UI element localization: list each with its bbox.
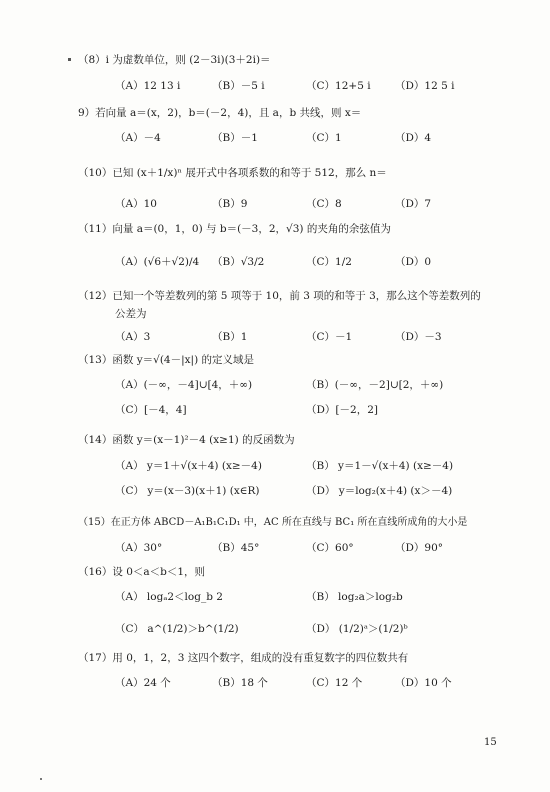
question-14-stem: （14）函数 y＝(x－1)²－4 (x≥1) 的反函数为	[78, 434, 295, 446]
question-15-stem: （15）在正方体 ABCD－A₁B₁C₁D₁ 中，AC 所在直线与 BC₁ 所在直线所成角的大小是	[78, 517, 468, 528]
q12-option-c: （C）－1	[306, 331, 353, 343]
q16-option-a: （A） logₐ2＜log_b 2	[115, 591, 223, 603]
q11-option-b: （B）√3/2	[212, 256, 265, 268]
q13-option-d: （D）[－2，2]	[306, 404, 378, 416]
q8-option-a: （A）12 13 i	[115, 80, 181, 92]
q15-option-c: （C）60°	[306, 542, 354, 554]
q16-option-c: （C） a^(1/2)＞b^(1/2)	[115, 623, 239, 635]
q14-option-d: （D） y＝log₂(x＋4) (x＞－4)	[306, 485, 453, 497]
q10-option-c: （C）8	[306, 198, 342, 210]
margin-mark	[68, 58, 71, 61]
question-12-stem: （12）已知一个等差数列的第 5 项等于 10，前 3 项的和等于 3，那么这个等差数列的	[78, 290, 481, 302]
scan-speck	[40, 778, 42, 780]
q15-option-a: （A）30°	[115, 542, 163, 554]
q9-option-a: （A）－4	[115, 132, 161, 144]
q17-option-d: （D）10 个	[395, 677, 452, 689]
question-11-stem: （11）向量 a＝(0，1，0) 与 b＝(－3，2，√3) 的夹角的余弦值为	[78, 223, 391, 235]
q14-option-b: （B） y＝1－√(x＋4) (x≥－4)	[306, 460, 454, 472]
q15-option-d: （D）90°	[395, 542, 444, 554]
q13-option-a: （A）(－∞，－4]∪[4，＋∞)	[115, 379, 253, 391]
q9-option-b: （B）－1	[212, 132, 258, 144]
q14-option-a: （A） y＝1＋√(x＋4) (x≥－4)	[115, 460, 262, 472]
q17-option-a: （A）24 个	[115, 677, 171, 689]
q15-option-b: （B）45°	[212, 542, 260, 554]
q12-option-a: （A）3	[115, 331, 151, 343]
q11-option-d: （D）0	[395, 256, 432, 268]
q9-option-c: （C）1	[306, 132, 342, 144]
q8-option-c: （C）12+5 i	[306, 80, 371, 92]
question-16-stem: （16）设 0＜a＜b＜1，则	[78, 566, 206, 578]
q10-option-b: （B）9	[212, 198, 248, 210]
q10-option-a: （A）10	[115, 198, 157, 210]
question-8-stem: （8）i 为虚数单位，则 (2－3i)(3＋2i)＝	[78, 54, 271, 66]
page-number: 15	[484, 737, 497, 748]
q9-option-d: （D）4	[395, 132, 432, 144]
q8-option-d: （D）12 5 i	[395, 80, 455, 92]
q13-option-c: （C）[－4，4]	[115, 404, 187, 416]
q10-option-d: （D）7	[395, 198, 432, 210]
q17-option-b: （B）18 个	[212, 677, 268, 689]
q11-option-a: （A）(√6＋√2)/4	[115, 256, 200, 268]
q8-option-b: （B）－5 i	[212, 80, 265, 92]
q13-option-b: （B）(－∞，－2]∪[2，＋∞)	[306, 379, 444, 391]
question-9-stem: 9）若向量 a＝(x，2)，b＝(－2，4)，且 a，b 共线，则 x＝	[78, 107, 362, 119]
question-13-stem: （13）函数 y＝√(4－|x|) 的定义域是	[78, 354, 255, 366]
question-17-stem: （17）用 0，1，2，3 这四个数字，组成的没有重复数字的四位数共有	[78, 652, 409, 664]
q17-option-c: （C）12 个	[306, 677, 363, 689]
question-10-stem: （10）已知 (x＋1/x)ⁿ 展开式中各项系数的和等于 512，那么 n＝	[78, 167, 387, 179]
q12-option-b: （B）1	[212, 331, 248, 343]
question-12-stem-continued: 公差为	[115, 308, 147, 320]
q12-option-d: （D）－3	[395, 331, 442, 343]
q16-option-b: （B） log₂a＞log₂b	[306, 591, 403, 603]
q14-option-c: （C） y＝(x－3)(x＋1) (x∈R)	[115, 485, 260, 497]
q16-option-d: （D） (1/2)ᵃ＞(1/2)ᵇ	[306, 623, 408, 635]
q11-option-c: （C）1/2	[306, 256, 352, 268]
